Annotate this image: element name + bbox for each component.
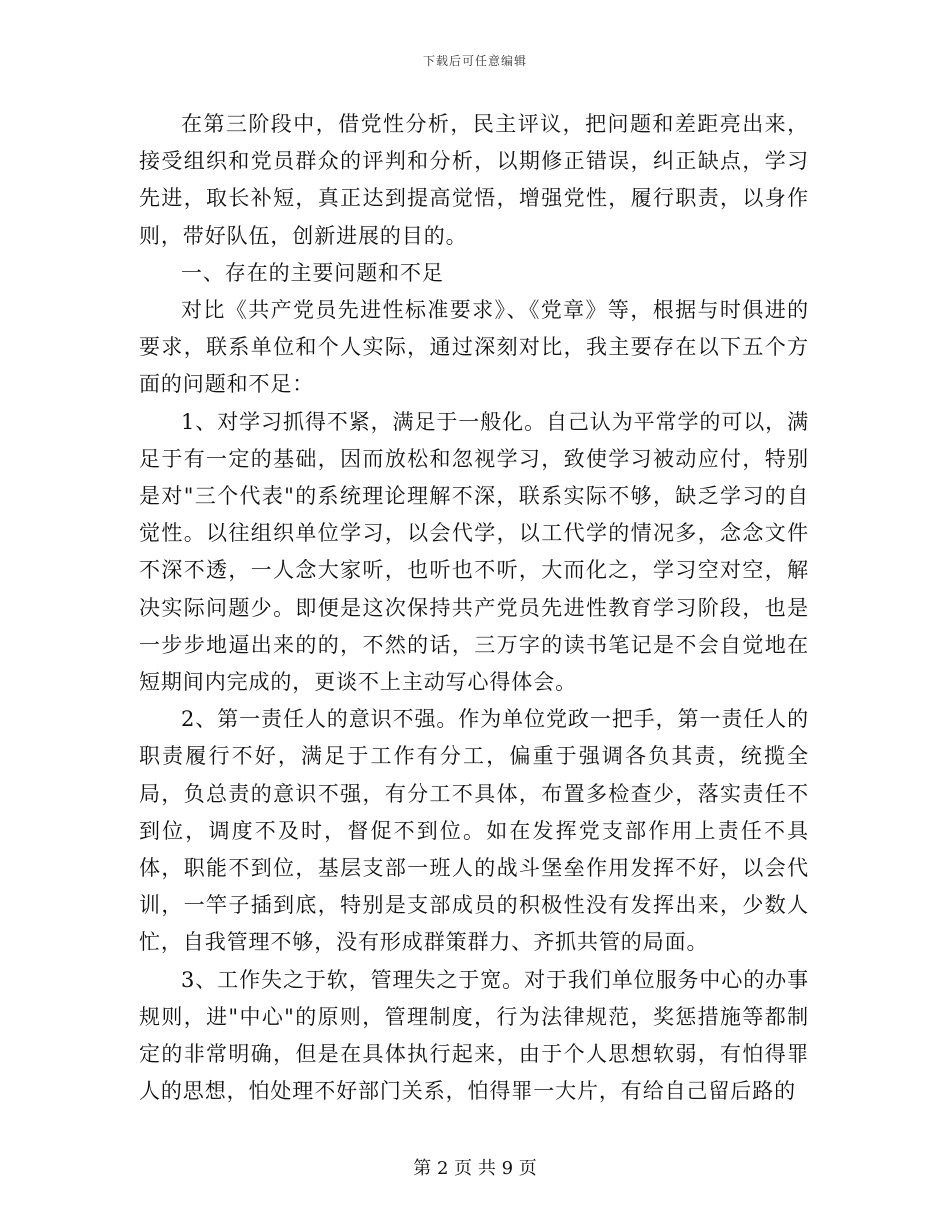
page-header-note: 下载后可任意编辑 [422, 54, 527, 68]
section-heading: 一、存在的主要问题和不足 [181, 260, 444, 285]
paragraph-intro: 在第三阶段中，借党性分析，民主评议，把问题和差距亮出来，接受组织和党员群众的评判和分析，以期修正错误，纠正缺点，学习先进，取长补短，真正达到提高觉悟，增强党性，履行职责，以身作则，带好队伍，创新进展的目的。 [139, 112, 809, 248]
page-number-label: 第 2 页 共 9 页 [413, 1158, 537, 1179]
paragraph-issue-3: 3、工作失之于软，管理失之于宽。对于我们单位服务中心的办事规则，进"中心"的原则，管理制度，行为法律规范，奖惩措施等都制定的非常明确，但是在具体执行起来，由于个人思想软弱，有怕得罪人的思想，怕处理不好部门关系，怕得罪一大片，有给自己留后路的 [139, 967, 809, 1104]
paragraph-issue-2: 2、第一责任人的意识不强。作为单位党政一把手，第一责任人的职责履行不好，满足于工作有分工，偏重于强调各负其责，统揽全局，负总责的意识不强，有分工不具体，布置多检查少，落实责任不到位，调度不及时，督促不到位。如在发挥党支部作用上责任不具体，职能不到位，基层支部一班人的战斗堡垒作用发挥不好，以会代训，一竿子插到底，特别是支部成员的积极性没有发挥出来，少数人忙，自我管理不够，没有形成群策群力、齐抓共管的局面。 [139, 707, 809, 955]
page-footer [0, 1154, 950, 1180]
paragraph-comparison: 对比《共产党员先进性标准要求》、《党章》等，根据与时俱进的要求，联系单位和个人实际，通过深刻对比，我主要存在以下五个方面的问题和不足： [139, 298, 809, 397]
document-body [139, 106, 809, 1110]
paragraph-issue-1: 1、对学习抓得不紧，满足于一般化。自己认为平常学的可以，满足于有一定的基础，因而放松和忽视学习，致使学习被动应付，特别是对"三个代表"的系统理论理解不深，联系实际不够，缺乏学习的自觉性。以往组织单位学习，以会代学，以工代学的情况多，念念文件不深不透，一人念大家听，也听也不听，大而化之，学习空对空，解决实际问题少。即便是这次保持共产党员先进性教育学习阶段，也是一步步地逼出来的的，不然的话，三万字的读书笔记是不会自觉地在短期间内完成的，更谈不上主动写心得体会。 [139, 409, 809, 695]
